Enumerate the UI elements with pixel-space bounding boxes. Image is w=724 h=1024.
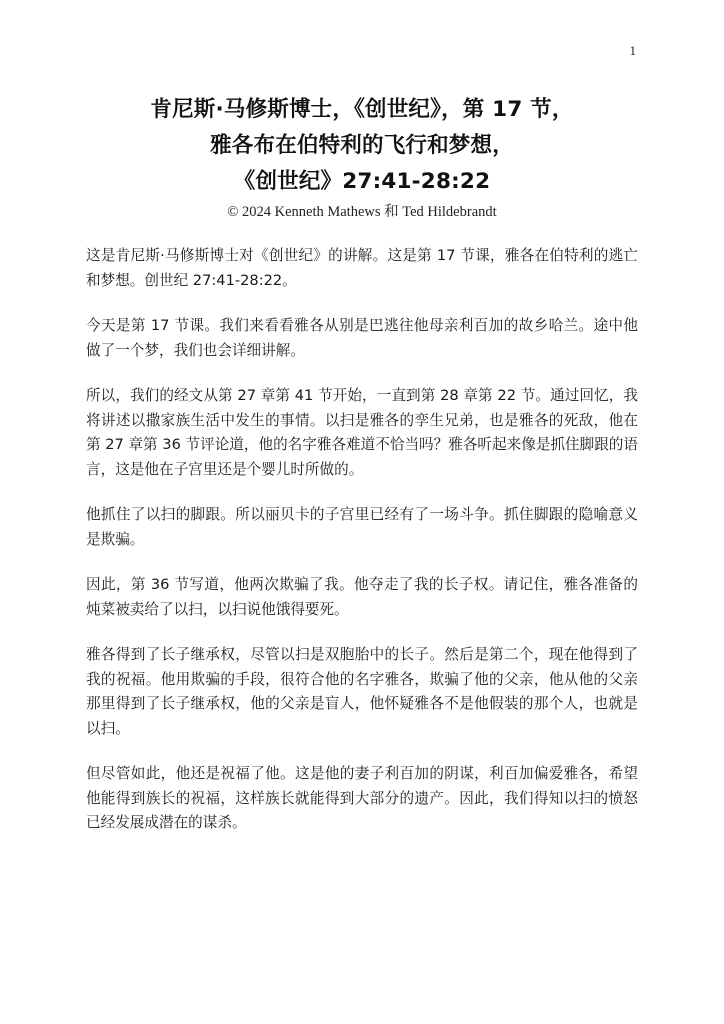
paragraph-2: 今天是第 17 节课。我们来看看雅各从别是巴逃往他母亲利百加的故乡哈兰。途中他做了一个梦，我们也会详细讲解。	[86, 317, 638, 359]
copyright-line: © 2024 Kenneth Mathews 和 Ted Hildebrandt	[227, 204, 497, 220]
title-line-2: 雅各布在伯特利的飞行和梦想，	[210, 133, 514, 158]
paragraph-4: 他抓住了以扫的脚跟。所以丽贝卡的子宫里已经有了一场斗争。抓住脚跟的隐喻意义是欺骗。	[86, 506, 638, 548]
paragraph-3: 所以，我们的经文从第 27 章第 41 节开始，一直到第 28 章第 22 节。通过回忆，我将讲述以撒家族生活中发生的事情。以扫是雅各的孪生兄弟，也是雅各的死敌，他在第 27 章第 36 节评论道，他的名字雅各难道不恰当吗？雅各听起来像是抓住脚跟的语言，这是他在子宫里还是个婴儿时所做的。	[86, 387, 638, 478]
title-line-1: 肯尼斯·马修斯博士，《创世纪》，第 17 节，	[150, 97, 574, 122]
paragraph-6: 雅各得到了长子继承权，尽管以扫是双胞胎中的长子。然后是第二个，现在他得到了我的祝福。他用欺骗的手段，很符合他的名字雅各，欺骗了他的父亲，他从他的父亲那里得到了长子继承权，他的父亲是盲人，他怀疑雅各不是他假装的那个人，也就是以扫。	[86, 646, 638, 737]
paragraph-1: 这是肯尼斯·马修斯博士对《创世纪》的讲解。这是第 17 节课，雅各在伯特利的逃亡和梦想。创世纪 27:41-28:22。	[86, 247, 638, 289]
document-title	[86, 92, 638, 200]
paragraph-5: 因此，第 36 节写道，他两次欺骗了我。他夺走了我的长子权。请记住，雅各准备的炖菜被卖给了以扫，以扫说他饿得要死。	[86, 576, 638, 618]
title-line-3: 《创世纪》27:41-28:22	[233, 169, 491, 194]
page-number: 1	[629, 43, 636, 58]
document-body	[86, 244, 638, 836]
paragraph-7: 但尽管如此，他还是祝福了他。这是他的妻子利百加的阴谋，利百加偏爱雅各，希望他能得到族长的祝福，这样族长就能得到大部分的遗产。因此，我们得知以扫的愤怒已经发展成潜在的谋杀。	[86, 765, 638, 831]
